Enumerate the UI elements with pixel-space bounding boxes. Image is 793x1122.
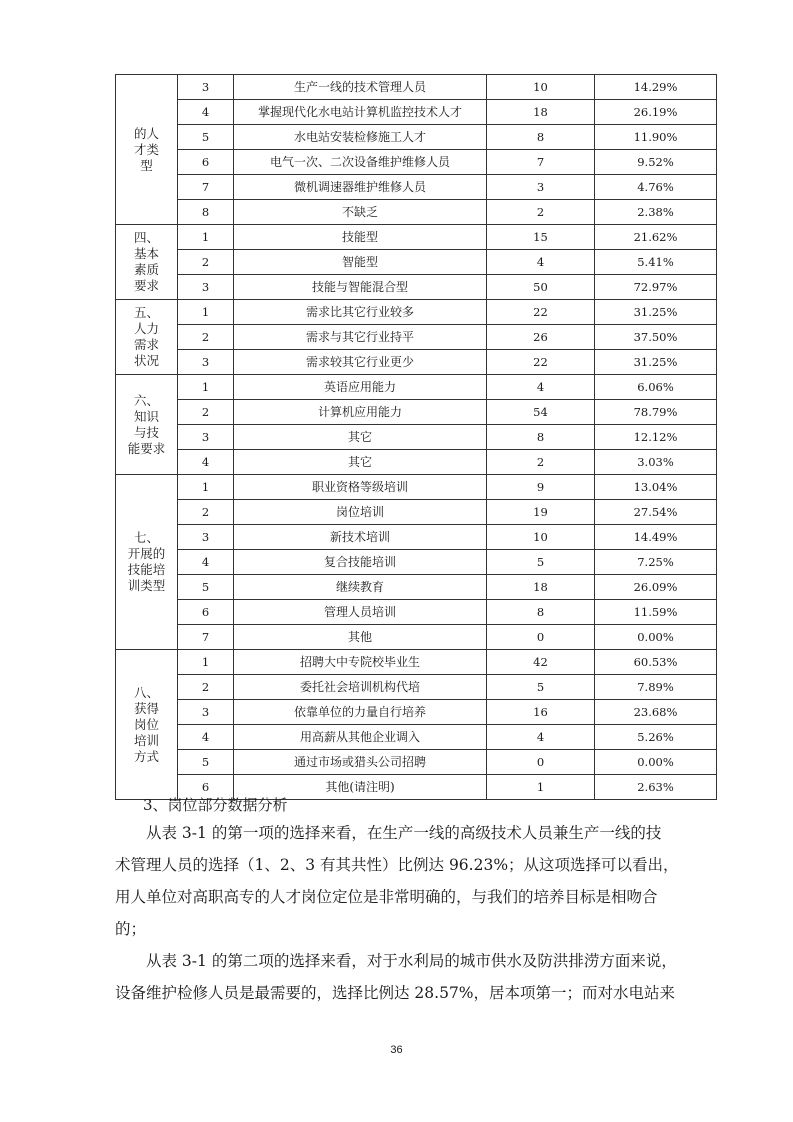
count-cell: 7 <box>487 150 595 175</box>
percent-cell: 14.29% <box>595 75 717 100</box>
option-number-cell: 3 <box>178 425 234 450</box>
count-cell: 16 <box>487 700 595 725</box>
category-label-line: 技能培 <box>127 562 166 577</box>
percent-cell: 12.12% <box>595 425 717 450</box>
percent-cell: 5.41% <box>595 250 717 275</box>
percent-cell: 2.63% <box>595 775 717 800</box>
category-cell <box>116 650 178 800</box>
survey-results-table <box>115 74 717 800</box>
table-row <box>116 225 717 250</box>
category-label-line: 知识 <box>133 408 159 424</box>
table-row <box>116 275 717 300</box>
option-number-cell: 6 <box>178 775 234 800</box>
option-text-cell: 其它 <box>234 450 487 475</box>
option-number-cell: 5 <box>178 750 234 775</box>
category-cell <box>116 225 178 300</box>
paragraph-line: 设备维护检修人员是最需要的，选择比例达 28.57%，居本项第一；而对水电站来 <box>115 984 676 1002</box>
category-label-line: 才类 <box>133 141 159 157</box>
category-label-line: 要求 <box>133 278 159 293</box>
option-number-cell: 1 <box>178 225 234 250</box>
category-label-line: 培训 <box>133 732 159 748</box>
option-text-cell: 不缺乏 <box>234 200 487 225</box>
option-text-cell: 其它 <box>234 425 487 450</box>
category-label-line: 获得 <box>133 700 159 716</box>
category-label-line: 型 <box>140 157 153 173</box>
paragraph-line: 从表 3-1 的第一项的选择来看，在生产一线的高级技术人员兼生产一线的技 <box>146 824 662 842</box>
table-row <box>116 350 717 375</box>
page-number: 36 <box>390 1044 403 1056</box>
option-number-cell: 4 <box>178 450 234 475</box>
paragraph-line: 从表 3-1 的第二项的选择来看，对于水利局的城市供水及防洪排涝方面来说， <box>146 952 677 970</box>
percent-cell: 37.50% <box>595 325 717 350</box>
category-label-line: 五、 <box>133 305 159 320</box>
option-number-cell: 2 <box>178 325 234 350</box>
table-row <box>116 100 717 125</box>
option-number-cell: 6 <box>178 600 234 625</box>
percent-cell: 3.03% <box>595 450 717 475</box>
option-number-cell: 2 <box>178 500 234 525</box>
table-row <box>116 625 717 650</box>
category-label-line: 开展的 <box>127 546 166 561</box>
option-number-cell: 3 <box>178 525 234 550</box>
option-number-cell: 5 <box>178 125 234 150</box>
percent-cell: 27.54% <box>595 500 717 525</box>
percent-cell: 78.79% <box>595 400 717 425</box>
count-cell: 15 <box>487 225 595 250</box>
category-cell <box>116 475 178 650</box>
count-cell: 0 <box>487 625 595 650</box>
option-text-cell: 电气一次、二次设备维护维修人员 <box>234 150 487 175</box>
table-row <box>116 700 717 725</box>
paragraph-line: 用人单位对高职高专的人才岗位定位是非常明确的，与我们的培养目标是相吻合 <box>115 888 658 906</box>
count-cell: 5 <box>487 550 595 575</box>
option-number-cell: 1 <box>178 375 234 400</box>
option-number-cell: 3 <box>178 75 234 100</box>
category-label-line: 七、 <box>133 530 159 545</box>
option-number-cell: 3 <box>178 275 234 300</box>
count-cell: 4 <box>487 250 595 275</box>
option-text-cell: 智能型 <box>234 250 487 275</box>
table-row <box>116 750 717 775</box>
table-row <box>116 450 717 475</box>
count-cell: 50 <box>487 275 595 300</box>
option-number-cell: 3 <box>178 350 234 375</box>
percent-cell: 31.25% <box>595 300 717 325</box>
count-cell: 8 <box>487 425 595 450</box>
table-row <box>116 550 717 575</box>
percent-cell: 14.49% <box>595 525 717 550</box>
category-label-line: 能要求 <box>127 440 166 456</box>
percent-cell: 7.25% <box>595 550 717 575</box>
percent-cell: 13.04% <box>595 475 717 500</box>
option-number-cell: 3 <box>178 700 234 725</box>
count-cell: 42 <box>487 650 595 675</box>
percent-cell: 23.68% <box>595 700 717 725</box>
table-row <box>116 675 717 700</box>
option-number-cell: 1 <box>178 650 234 675</box>
table-row <box>116 250 717 275</box>
count-cell: 1 <box>487 775 595 800</box>
option-number-cell: 2 <box>178 250 234 275</box>
table-row <box>116 375 717 400</box>
count-cell: 8 <box>487 600 595 625</box>
option-number-cell: 5 <box>178 575 234 600</box>
option-text-cell: 微机调速器维护维修人员 <box>234 175 487 200</box>
option-text-cell: 委托社会培训机构代培 <box>234 675 487 700</box>
count-cell: 19 <box>487 500 595 525</box>
count-cell: 8 <box>487 125 595 150</box>
count-cell: 9 <box>487 475 595 500</box>
option-text-cell: 通过市场或猎头公司招聘 <box>234 750 487 775</box>
category-label-line: 训类型 <box>127 578 166 593</box>
option-text-cell: 管理人员培训 <box>234 600 487 625</box>
category-cell <box>116 75 178 225</box>
percent-cell: 6.06% <box>595 375 717 400</box>
category-label-line: 方式 <box>133 748 159 764</box>
percent-cell: 21.62% <box>595 225 717 250</box>
analysis-paragraph-2 <box>115 945 695 1009</box>
option-text-cell: 职业资格等级培训 <box>234 475 487 500</box>
count-cell: 26 <box>487 325 595 350</box>
count-cell: 18 <box>487 575 595 600</box>
count-cell: 4 <box>487 375 595 400</box>
option-number-cell: 1 <box>178 475 234 500</box>
option-text-cell: 新技术培训 <box>234 525 487 550</box>
table-row <box>116 325 717 350</box>
count-cell: 22 <box>487 350 595 375</box>
option-text-cell: 其他(请注明) <box>234 775 487 800</box>
percent-cell: 5.26% <box>595 725 717 750</box>
count-cell: 4 <box>487 725 595 750</box>
category-label-line: 基本 <box>133 246 159 261</box>
percent-cell: 60.53% <box>595 650 717 675</box>
option-number-cell: 8 <box>178 200 234 225</box>
table-row <box>116 300 717 325</box>
table-row <box>116 475 717 500</box>
percent-cell: 72.97% <box>595 275 717 300</box>
option-number-cell: 6 <box>178 150 234 175</box>
option-text-cell: 技能型 <box>234 225 487 250</box>
option-text-cell: 计算机应用能力 <box>234 400 487 425</box>
category-label-line: 需求 <box>133 337 159 352</box>
option-text-cell: 生产一线的技术管理人员 <box>234 75 487 100</box>
count-cell: 18 <box>487 100 595 125</box>
table-row <box>116 425 717 450</box>
option-text-cell: 需求比其它行业较多 <box>234 300 487 325</box>
option-text-cell: 依靠单位的力量自行培养 <box>234 700 487 725</box>
option-number-cell: 7 <box>178 175 234 200</box>
percent-cell: 11.59% <box>595 600 717 625</box>
paragraph-line: 术管理人员的选择（1、2、3 有其共性）比例达 96.23%；从这项选择可以看出， <box>115 856 679 874</box>
category-label-line: 状况 <box>133 353 159 368</box>
percent-cell: 7.89% <box>595 675 717 700</box>
option-text-cell: 水电站安装检修施工人才 <box>234 125 487 150</box>
table-row <box>116 500 717 525</box>
table-row <box>116 125 717 150</box>
table-row <box>116 75 717 100</box>
option-text-cell: 需求较其它行业更少 <box>234 350 487 375</box>
percent-cell: 4.76% <box>595 175 717 200</box>
category-label-line: 六、 <box>133 392 159 408</box>
percent-cell: 0.00% <box>595 625 717 650</box>
table-row <box>116 600 717 625</box>
option-text-cell: 岗位培训 <box>234 500 487 525</box>
count-cell: 2 <box>487 200 595 225</box>
option-number-cell: 1 <box>178 300 234 325</box>
paragraph-line: 的； <box>115 920 147 938</box>
option-text-cell: 掌握现代化水电站计算机监控技术人才 <box>234 100 487 125</box>
category-label-line: 素质 <box>133 262 159 277</box>
count-cell: 2 <box>487 450 595 475</box>
option-number-cell: 4 <box>178 725 234 750</box>
option-text-cell: 技能与智能混合型 <box>234 275 487 300</box>
option-text-cell: 英语应用能力 <box>234 375 487 400</box>
table-row <box>116 400 717 425</box>
percent-cell: 2.38% <box>595 200 717 225</box>
option-text-cell: 用高薪从其他企业调入 <box>234 725 487 750</box>
section-heading: 3、岗位部分数据分析 <box>143 796 288 814</box>
option-text-cell: 需求与其它行业持平 <box>234 325 487 350</box>
count-cell: 10 <box>487 525 595 550</box>
table-row <box>116 150 717 175</box>
count-cell: 54 <box>487 400 595 425</box>
option-number-cell: 4 <box>178 100 234 125</box>
category-cell <box>116 300 178 375</box>
category-label-line: 八、 <box>133 684 159 700</box>
table-row <box>116 650 717 675</box>
category-label-line: 的人 <box>133 125 159 141</box>
option-number-cell: 7 <box>178 625 234 650</box>
option-text-cell: 复合技能培训 <box>234 550 487 575</box>
table-row <box>116 575 717 600</box>
option-number-cell: 4 <box>178 550 234 575</box>
percent-cell: 26.09% <box>595 575 717 600</box>
percent-cell: 9.52% <box>595 150 717 175</box>
option-number-cell: 2 <box>178 400 234 425</box>
category-label-line: 岗位 <box>133 716 159 732</box>
category-label-line: 人力 <box>133 321 159 336</box>
percent-cell: 26.19% <box>595 100 717 125</box>
table-row <box>116 525 717 550</box>
percent-cell: 11.90% <box>595 125 717 150</box>
table-row <box>116 175 717 200</box>
category-label-line: 与技 <box>133 424 159 440</box>
analysis-paragraph-1 <box>115 817 695 945</box>
count-cell: 3 <box>487 175 595 200</box>
percent-cell: 31.25% <box>595 350 717 375</box>
option-text-cell: 继续教育 <box>234 575 487 600</box>
count-cell: 10 <box>487 75 595 100</box>
option-text-cell: 招聘大中专院校毕业生 <box>234 650 487 675</box>
category-label-line: 四、 <box>133 230 159 245</box>
table-row <box>116 725 717 750</box>
count-cell: 0 <box>487 750 595 775</box>
option-text-cell: 其他 <box>234 625 487 650</box>
table-row <box>116 200 717 225</box>
count-cell: 22 <box>487 300 595 325</box>
option-number-cell: 2 <box>178 675 234 700</box>
category-cell <box>116 375 178 475</box>
count-cell: 5 <box>487 675 595 700</box>
percent-cell: 0.00% <box>595 750 717 775</box>
